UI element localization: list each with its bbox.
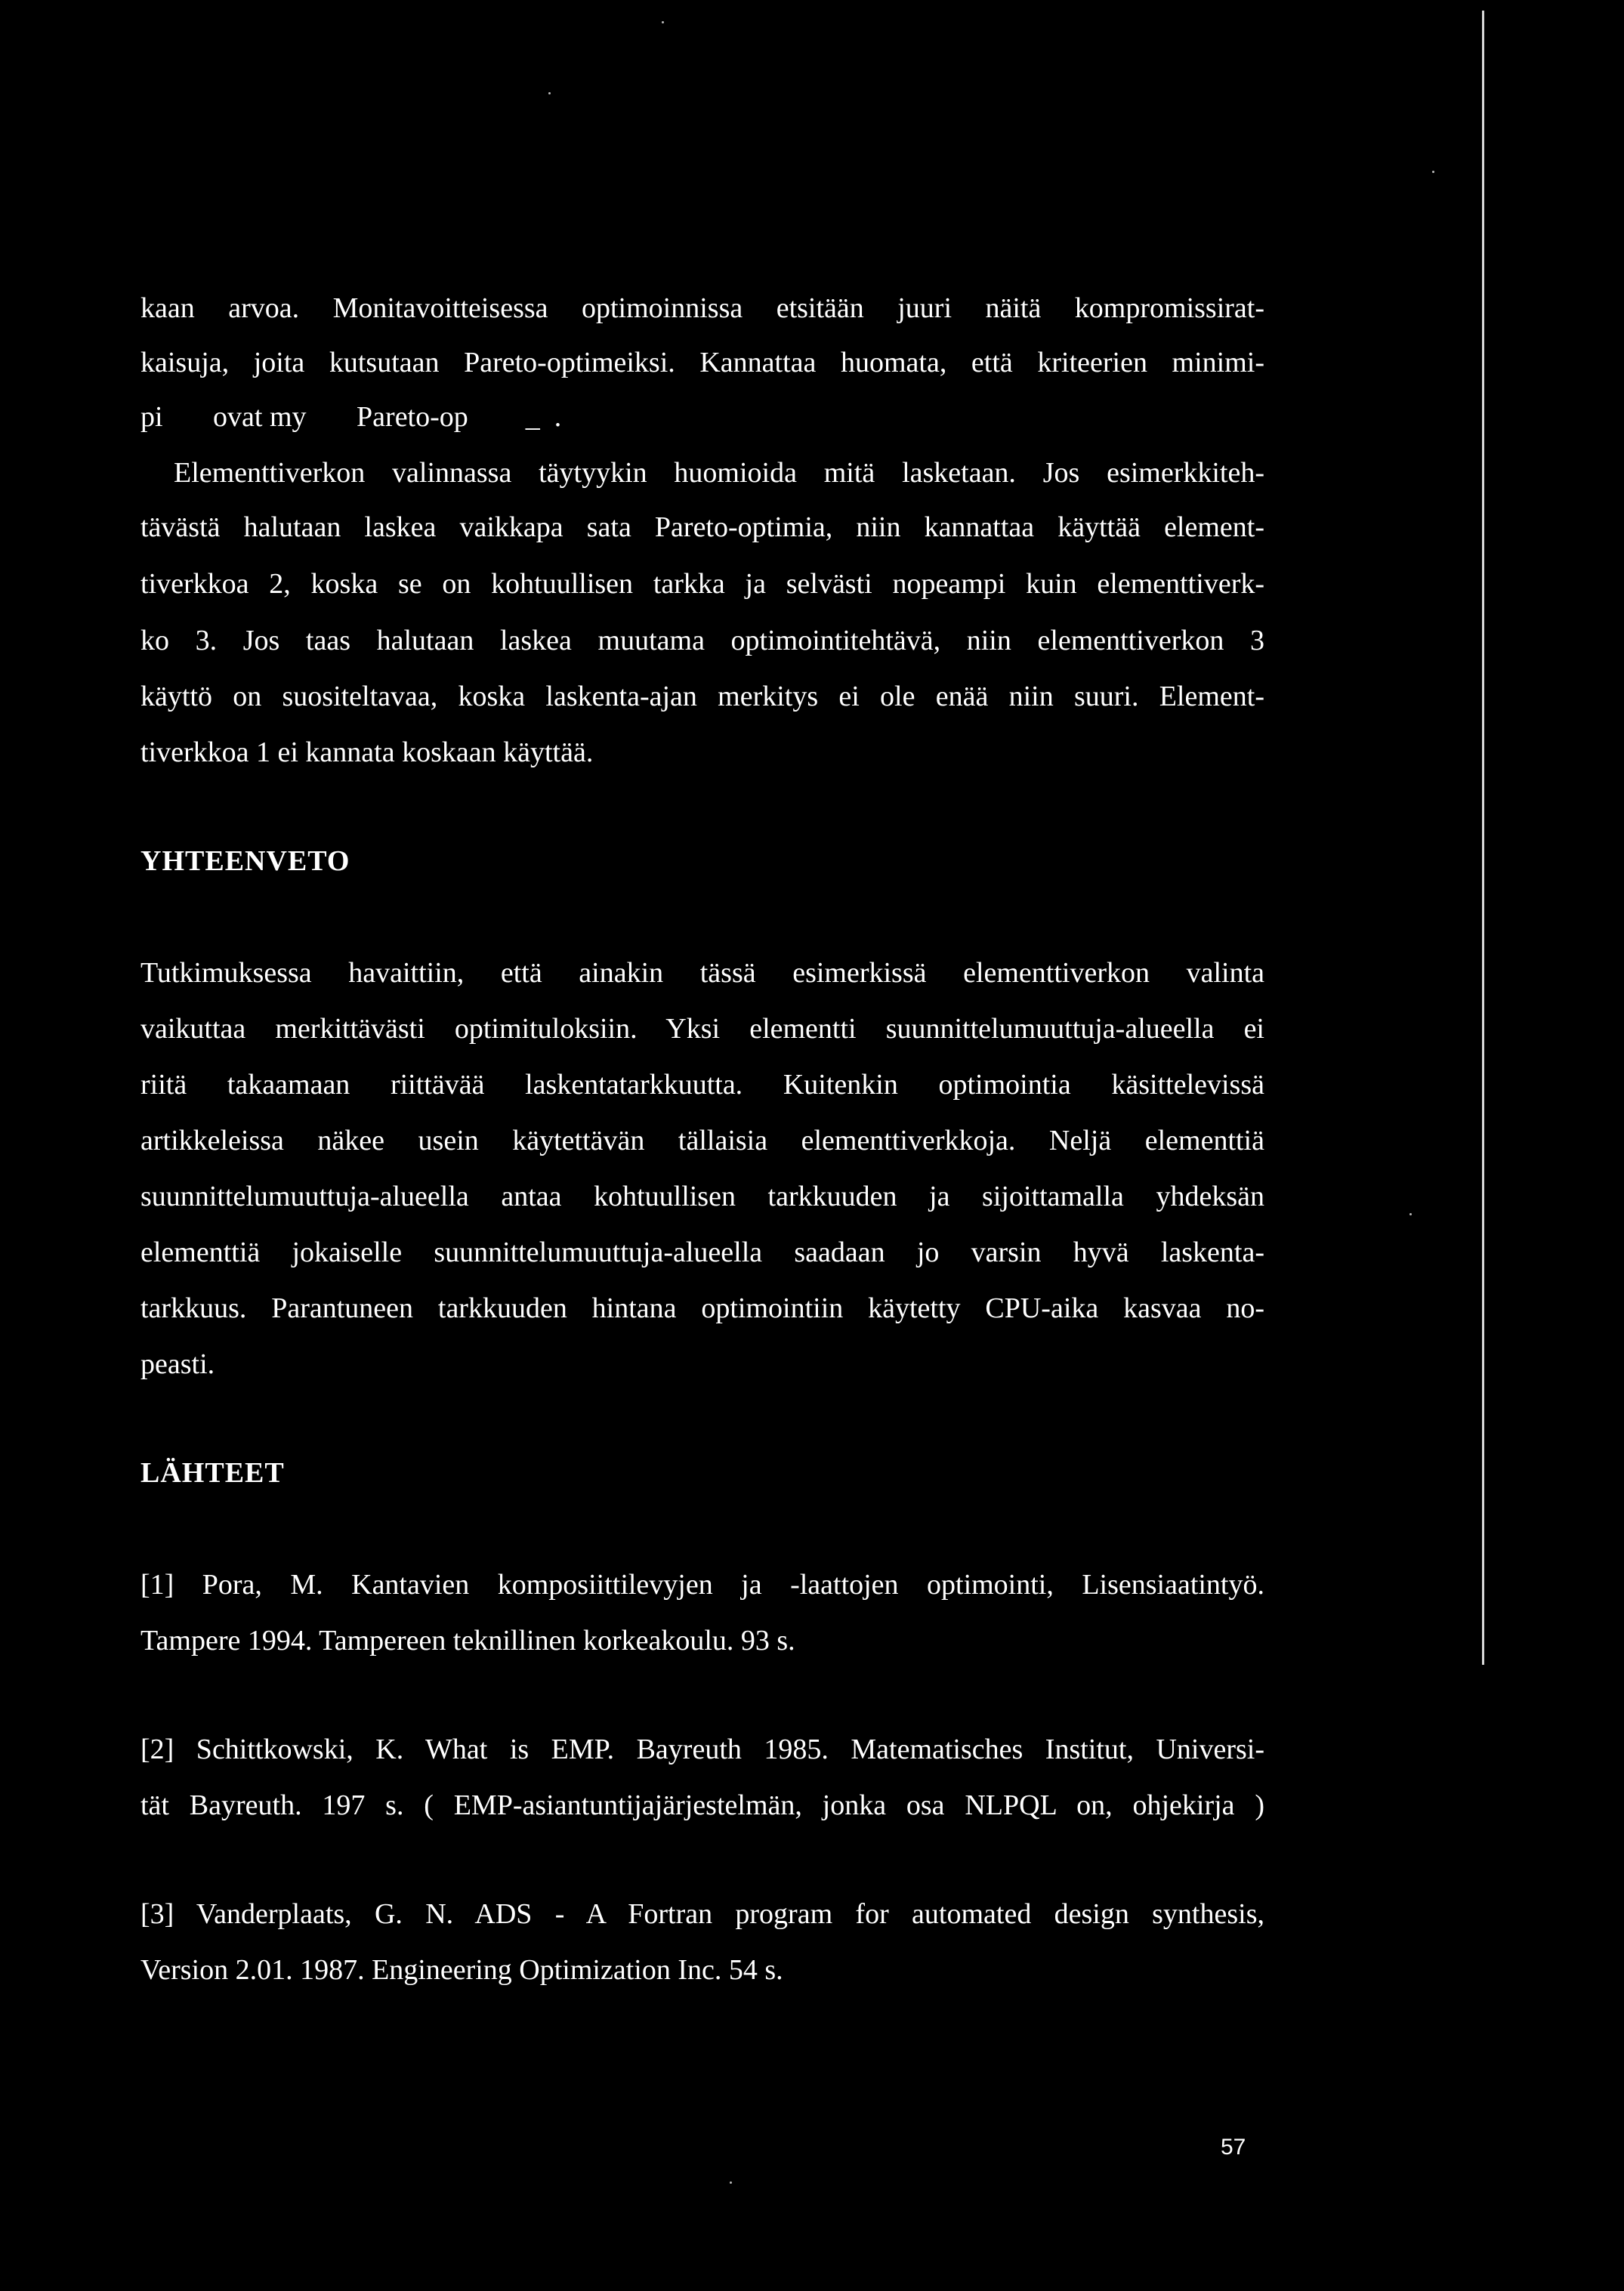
- paragraph-line: tiverkkoa 1 ei kannata koskaan käyttää.: [140, 736, 594, 768]
- section-heading-summary: YHTEENVETO: [140, 845, 350, 877]
- reference-line: tät Bayreuth. 197 s. ( EMP-asiantuntijajärjestelmän, jonka osa NLPQL on, ohjekirja ): [140, 1789, 1264, 1821]
- summary-line: Tutkimuksessa havaittiin, että ainakin tässä esimerkissä elementtiverkon valinta: [140, 957, 1264, 989]
- reference-line: Version 2.01. 1987. Engineering Optimization Inc. 54 s.: [140, 1954, 783, 1986]
- paragraph-line: Elementtiverkon valinnassa täytyykin huomioida mitä lasketaan. Jos esimerkkiteh-: [174, 457, 1264, 489]
- summary-line: tarkkuus. Parantuneen tarkkuuden hintana optimointiin käytetty CPU-aika kasvaa no-: [140, 1292, 1264, 1324]
- reference-line: Tampere 1994. Tampereen teknillinen korkeakoulu. 93 s.: [140, 1625, 795, 1656]
- summary-line: riitä takaamaan riittävää laskentatarkkuutta. Kuitenkin optimointia käsittelevissä: [140, 1069, 1264, 1101]
- paragraph-line: tävästä halutaan laskea vaikkapa sata Pareto-optimia, niin kannattaa käyttää element-: [140, 511, 1264, 543]
- scan-speck: [662, 21, 664, 23]
- paragraph-line: käyttö on suositeltavaa, koska laskenta-ajan merkitys ei ole enää niin suuri. Element-: [140, 681, 1264, 712]
- scan-speck: [730, 2181, 732, 2184]
- summary-line: elementtiä jokaiselle suunnittelumuuttuja-alueella saadaan jo varsin hyvä laskenta-: [140, 1237, 1264, 1268]
- summary-line: artikkeleissa näkee usein käytettävän tällaisia elementtiverkkoja. Neljä elementtiä: [140, 1125, 1264, 1156]
- page-number: 57: [1221, 2135, 1246, 2160]
- paragraph-line: ko 3. Jos taas halutaan laskea muutama optimointitehtävä, niin elementtiverkon 3: [140, 625, 1264, 656]
- paragraph-line: kaan arvoa. Monitavoitteisessa optimoinnissa etsitään juuri näitä kompromissirat-: [140, 292, 1264, 324]
- paragraph-line: pi ovat my Pareto-op _ .: [140, 401, 562, 433]
- reference-line: [2] Schittkowski, K. What is EMP. Bayreuth 1985. Matematisches Institut, Universi-: [140, 1734, 1264, 1765]
- scan-speck: [1432, 171, 1434, 173]
- scan-edge-rule: [1482, 11, 1484, 1665]
- paragraph-line: kaisuja, joita kutsutaan Pareto-optimeiksi. Kannattaa huomata, että kriteerien minimi-: [140, 347, 1264, 378]
- summary-line: peasti.: [140, 1348, 215, 1380]
- reference-line: [1] Pora, M. Kantavien komposiittilevyjen ja -laattojen optimointi, Lisensiaatintyö.: [140, 1569, 1264, 1601]
- scan-speck: [548, 92, 551, 94]
- reference-line: [3] Vanderplaats, G. N. ADS - A Fortran program for automated design synthesis,: [140, 1898, 1264, 1930]
- paragraph-line: tiverkkoa 2, koska se on kohtuullisen tarkka ja selvästi nopeampi kuin elementtiverk-: [140, 568, 1264, 600]
- summary-line: suunnittelumuuttuja-alueella antaa kohtuullisen tarkkuuden ja sijoittamalla yhdeksän: [140, 1181, 1264, 1212]
- scan-speck: [1409, 1213, 1412, 1215]
- summary-line: vaikuttaa merkittävästi optimituloksiin. Yksi elementti suunnittelumuuttuja-alueella ei: [140, 1013, 1264, 1045]
- section-heading-references: LÄHTEET: [140, 1457, 285, 1489]
